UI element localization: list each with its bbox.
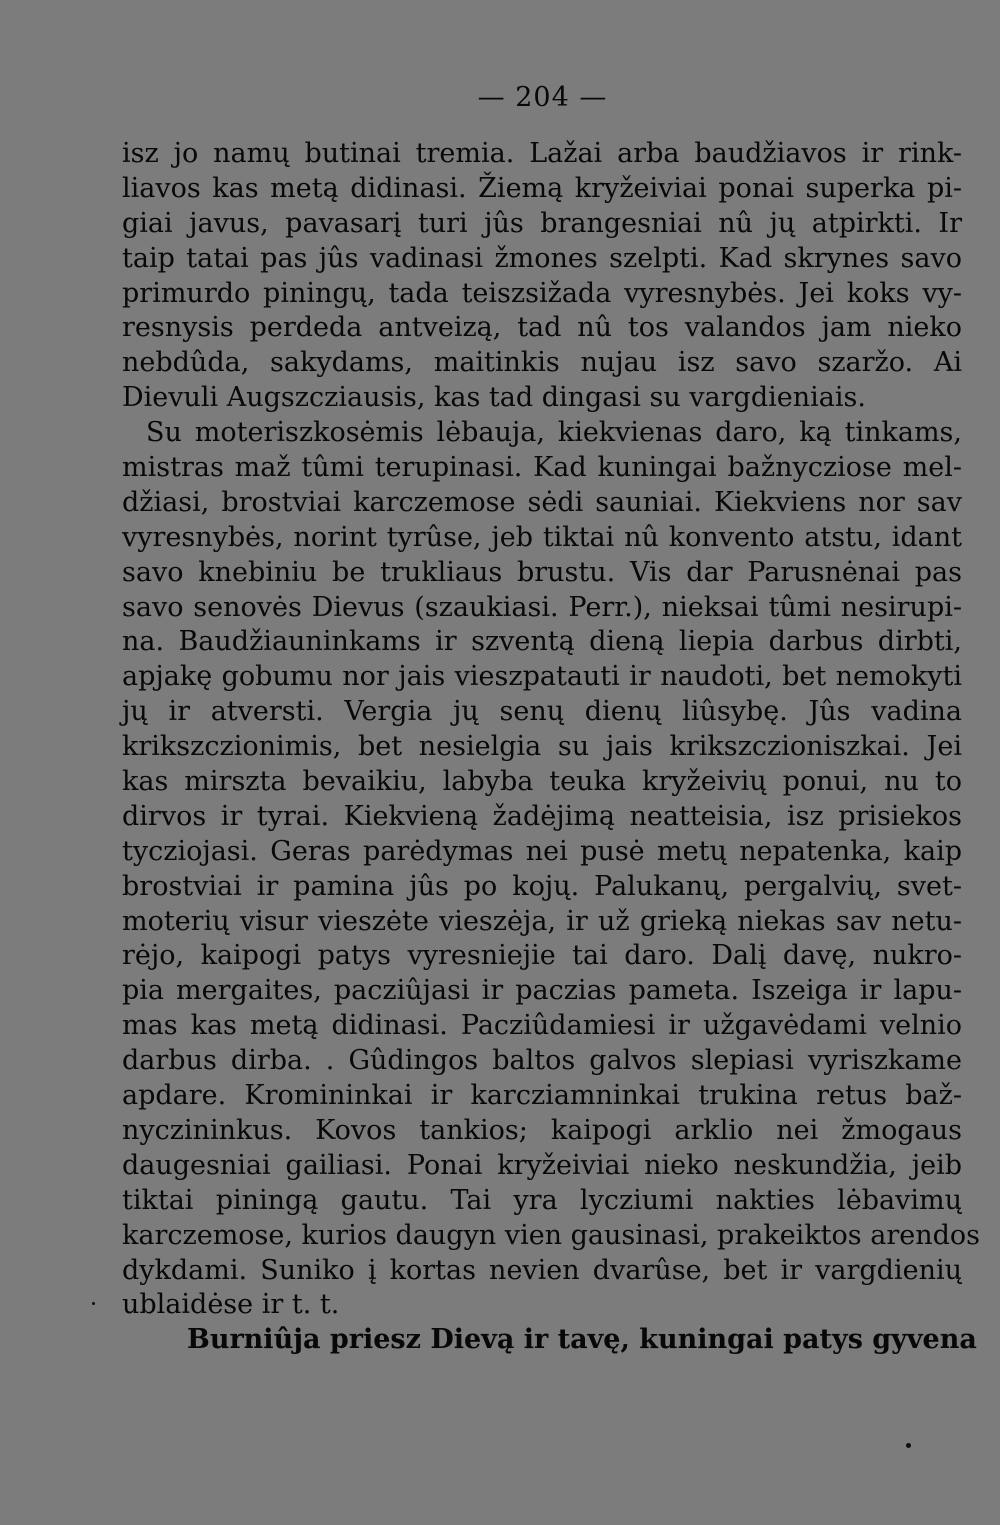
text-line: mistras maž tûmi terupinasi. Kad kuningai bažnycziose mel- — [122, 452, 962, 484]
text-line: karczemose, kurios daugyn vien gausinasi, prakeiktos arendos — [122, 1219, 980, 1251]
text-line: tycziojasi. Geras parėdymas nei pusė metų nepatenka, kaip — [122, 835, 962, 867]
text-line: daugesniai gailiasi. Ponai kryžeiviai nieko neskundžia, jeib — [122, 1149, 962, 1181]
text-line: giai javus, pavasarį turi jûs brangesniai nû jų atpirkti. Ir — [122, 207, 962, 239]
text-line: nyczininkus. Kovos tankios; kaipogi arklio nei žmogaus — [122, 1114, 962, 1146]
text-line: resnysis perdeda antveizą, tad nû tos valandos jam nieko — [122, 312, 962, 344]
print-speck — [92, 1302, 95, 1305]
text-line: krikszczionimis, bet nesielgia su jais krikszczioniszkai. Jei — [122, 731, 962, 763]
text-line: vyresnybės, norint tyrûse, jeb tiktai nû konvento atstu, idant — [122, 521, 962, 553]
text-line: kas mirszta bevaikiu, labyba teuka kryžeivių ponui, nu to — [122, 766, 962, 798]
body-text — [122, 137, 980, 1358]
text-line: darbus dirba. . Gûdingos baltos galvos slepiasi vyriszkame — [122, 1045, 962, 1077]
text-line: Dievuli Augszcziausis, kas tad dingasi su vargdieniais. — [122, 382, 866, 414]
text-line: taip tatai pas jûs vadinasi žmones szelpti. Kad skrynes savo — [122, 242, 962, 274]
text-line: savo knebiniu be trukliaus brustu. Vis dar Parusnėnai pas — [122, 556, 962, 588]
print-speck — [906, 1443, 911, 1448]
page-number: — 204 — — [477, 82, 608, 113]
text-line: brostviai ir pamina jûs po kojų. Palukanų, pergalvių, svet- — [122, 870, 962, 902]
text-line: Su moteriszkosėmis lėbauja, kiekvienas daro, ką tinkams, — [146, 417, 962, 449]
text-line: ublaidėse ir t. t. — [122, 1289, 340, 1321]
text-line: dirvos ir tyrai. Kiekvieną žadėjimą neatteisia, isz prisiekos — [122, 800, 962, 832]
text-line: moterių visur vieszėte vieszėja, ir už grieką niekas sav netu- — [122, 905, 962, 937]
text-line: Burniûja priesz Dievą ir tavę, kuningai patys gyvena — [187, 1324, 977, 1356]
text-line: liavos kas metą didinasi. Žiemą kryžeiviai ponai superka pi- — [122, 172, 962, 204]
text-line: apjakę gobumu nor jais vieszpatauti ir naudoti, bet nemokyti — [122, 661, 962, 693]
text-line: savo senovės Dievus (szaukiasi. Perr.), nieksai tûmi nesirupi- — [122, 591, 962, 623]
text-line: nebdûda, sakydams, maitinkis nujau isz savo szaržo. Ai — [122, 347, 962, 379]
text-line: mas kas metą didinasi. Pacziûdamiesi ir užgavėdami velnio — [122, 1010, 962, 1042]
text-line: primurdo piningų, tada teiszsižada vyresnybės. Jei koks vy- — [122, 277, 962, 309]
text-line: na. Baudžiauninkams ir szventą dieną liepia darbus dirbti, — [122, 626, 962, 658]
text-line: džiasi, brostviai karczemose sėdi sauniai. Kiekviens nor sav — [122, 486, 962, 518]
text-line: apdare. Kromininkai ir karcziamninkai trukina retus baž- — [122, 1080, 962, 1112]
text-line: isz jo namų butinai tremia. Lažai arba baudžiavos ir rink- — [122, 138, 962, 169]
text-line: jų ir atversti. Vergia jų senų dienų liûsybę. Jûs vadina — [122, 696, 962, 728]
text-line: rėjo, kaipogi patys vyresniejie tai daro. Dalį davę, nukro- — [122, 940, 962, 972]
text-line: tiktai piningą gautu. Tai yra lycziumi nakties lėbavimų — [122, 1184, 962, 1216]
text-line: pia mergaites, pacziûjasi ir paczias pameta. Iszeiga ir lapu- — [122, 975, 962, 1007]
text-line: dykdami. Suniko į kortas nevien dvarûse, bet ir vargdienių — [122, 1254, 962, 1286]
